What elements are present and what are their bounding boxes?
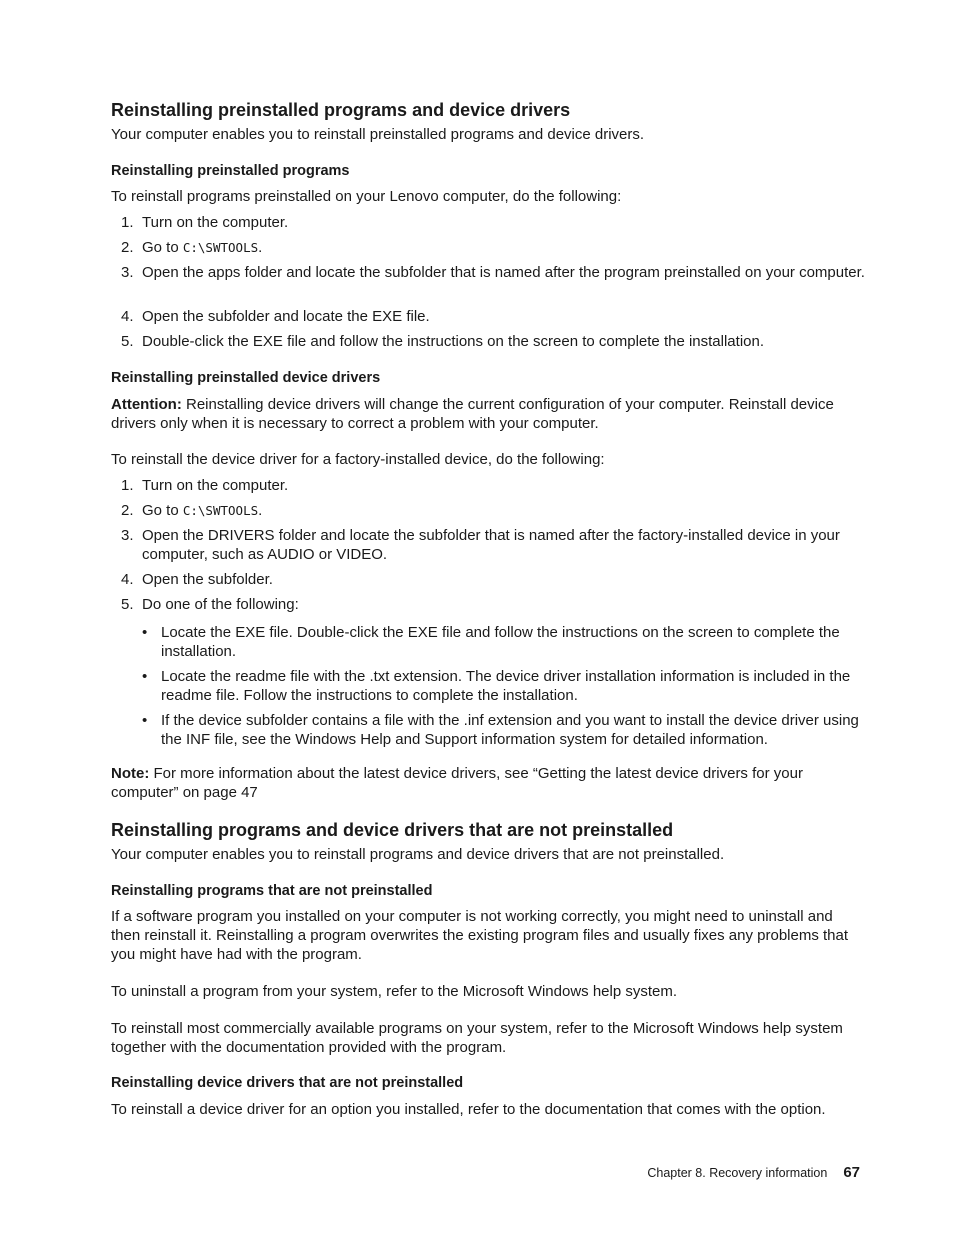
bullet-marker: •: [142, 624, 148, 641]
list-text: Do one of the following:: [142, 596, 299, 613]
note-paragraph: [111, 764, 866, 802]
list-text: [142, 238, 866, 257]
list-text: Open the apps folder and locate the subfolder that is named after the program preinstalled on your computer.: [142, 264, 865, 281]
attention-text: Reinstalling device drivers will change the current configuration of your computer. Reinstall device drivers only when it is necessary to correct a problem with your computer.: [111, 396, 834, 432]
list-item: [111, 238, 866, 257]
list-text: Open the subfolder and locate the EXE file.: [142, 308, 430, 325]
list-text: Open the subfolder.: [142, 571, 273, 588]
list-item: [111, 213, 866, 232]
bullet-marker: •: [142, 712, 148, 729]
step-punct: .: [258, 239, 263, 256]
step-punct: .: [258, 502, 263, 519]
bullet-text: Locate the EXE file. Double-click the EXE file and follow the instructions on the screen to complete the installation.: [161, 624, 840, 660]
page-number: 67: [843, 1164, 860, 1181]
list-text: Turn on the computer.: [142, 214, 289, 231]
list-number: 5.: [121, 596, 134, 613]
paragraph: To reinstall a device driver for an option you installed, refer to the documentation that comes with the option.: [111, 1101, 826, 1118]
bullet-item: [111, 667, 866, 705]
subsection-heading: Reinstalling preinstalled programs: [111, 163, 350, 179]
list-text: [142, 501, 866, 520]
subsection-heading: Reinstalling preinstalled device drivers: [111, 370, 381, 386]
list-number: 1.: [121, 477, 134, 494]
list-item: [111, 501, 866, 520]
list-item: [111, 307, 866, 326]
list-number: 2.: [121, 239, 134, 256]
section-heading: Reinstalling preinstalled programs and device drivers: [111, 100, 571, 120]
bullet-marker: •: [142, 668, 148, 685]
list-text: Turn on the computer.: [142, 477, 289, 494]
list-number: 2.: [121, 502, 134, 519]
chapter-label: Chapter 8. Recovery information: [647, 1166, 828, 1180]
list-item: [111, 526, 866, 564]
list-number: 3.: [121, 264, 134, 281]
attention-paragraph: [111, 395, 866, 433]
bullet-item: [111, 711, 866, 749]
step-text: Go to: [142, 239, 183, 256]
attention-label: Attention:: [111, 396, 182, 413]
page-footer: [600, 1164, 860, 1182]
paragraph: To reinstall programs preinstalled on your Lenovo computer, do the following:: [111, 188, 622, 205]
list-item: [111, 595, 866, 614]
file-path: C:\SWTOOLS: [182, 503, 259, 518]
list-item: [111, 263, 866, 282]
paragraph: If a software program you installed on your computer is not working correctly, you might need to uninstall and then reinstall it. Reinstalling a program overwrites the existing program files and usually fixes any problems that you might have had with the program.: [111, 908, 849, 963]
section-intro: Your computer enables you to reinstall preinstalled programs and device drivers.: [111, 126, 645, 143]
paragraph: To reinstall most commercially available programs on your system, refer to the Microsoft Windows help system together with the documentation provided with the program.: [111, 1020, 843, 1056]
paragraph: To uninstall a program from your system, refer to the Microsoft Windows help system.: [111, 983, 678, 1000]
list-item: [111, 476, 866, 495]
list-number: 3.: [121, 527, 134, 544]
file-path: C:\SWTOOLS: [182, 240, 259, 255]
section-heading: Reinstalling programs and device drivers that are not preinstalled: [111, 820, 674, 840]
list-item: [111, 570, 866, 589]
bullet-text: If the device subfolder contains a file with the .inf extension and you want to install the device driver using the INF file, see the Windows Help and Support information system for detailed information.: [161, 712, 859, 748]
paragraph: To reinstall the device driver for a factory-installed device, do the following:: [111, 451, 605, 468]
list-text: Double-click the EXE file and follow the instructions on the screen to complete the installation.: [142, 333, 765, 350]
section-intro: Your computer enables you to reinstall programs and device drivers that are not preinstalled.: [111, 846, 725, 863]
note-label: Note:: [111, 765, 150, 782]
step-text: Go to: [142, 502, 183, 519]
subsection-heading: Reinstalling programs that are not preinstalled: [111, 883, 433, 899]
list-number: 4.: [121, 308, 134, 325]
list-number: 5.: [121, 333, 134, 350]
bullet-text: Locate the readme file with the .txt extension. The device driver installation information is included in the readme file. Follow the instructions to complete the installation.: [161, 668, 851, 704]
bullet-item: [111, 623, 866, 661]
subsection-heading: Reinstalling device drivers that are not preinstalled: [111, 1075, 464, 1091]
note-text: For more information about the latest device drivers, see “Getting the latest device drivers for your computer” on page 47: [111, 765, 803, 801]
list-number: 1.: [121, 214, 134, 231]
list-item: [111, 332, 866, 351]
list-number: 4.: [121, 571, 134, 588]
list-text: Open the DRIVERS folder and locate the subfolder that is named after the factory-installed device in your computer, such as AUDIO or VIDEO.: [142, 527, 840, 563]
